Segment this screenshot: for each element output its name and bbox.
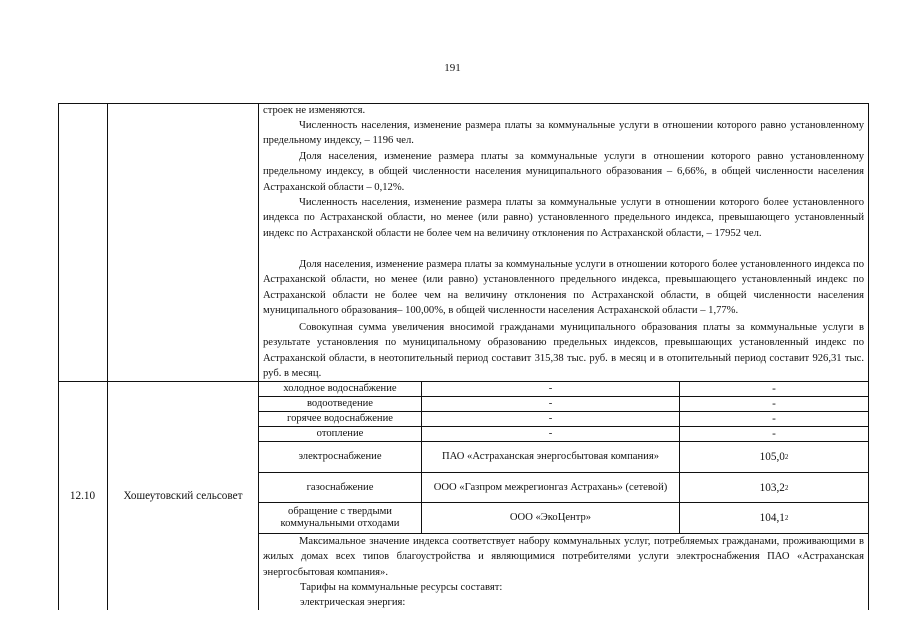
service-value-solid-waste: 104,1 2 [759, 512, 789, 524]
service-provider-heating: - [548, 428, 553, 439]
service-name-solid-waste: обращение с твердыми коммунальными отходами [280, 506, 400, 529]
paragraph-continuation: строек не изменяются. [263, 105, 366, 116]
service-provider-cold-water: - [548, 383, 553, 394]
service-provider-hot-water: - [548, 413, 553, 424]
municipality-name: Хошеутовский сельсовет [123, 490, 243, 502]
tariffs-heading: Тарифы на коммунальные ресурсы составят: [300, 582, 503, 593]
service-value-gas: 103,2 2 [759, 481, 789, 494]
service-provider-wastewater: - [548, 398, 553, 409]
service-name-cold-water: холодное водоснабжение [283, 383, 397, 394]
service-name-gas: газоснабжение [306, 481, 374, 493]
gas-index-value: 103,2 [759, 481, 785, 494]
service-value-heating: - [772, 428, 776, 440]
page-number: 191 [444, 62, 461, 74]
service-provider-solid-waste: ООО «ЭкоЦентр» [509, 512, 592, 523]
electric-energy-label: электрическая энергия: [300, 597, 406, 608]
service-name-heating: отопление [316, 428, 364, 439]
service-value-electricity: 105,0 2 [759, 451, 789, 463]
service-name-wastewater: водоотведение [306, 398, 374, 409]
service-value-cold-water: - [772, 383, 776, 395]
paragraph-population-equal: Численность населения, изменение размера платы за коммунальные услуги в отношении которого равно установленному предельному индексу, – 1196 чел. [263, 120, 864, 147]
service-provider-electricity: ПАО «Астраханская энергосбытовая компания» [441, 451, 659, 462]
paragraph-population-above: Численность населения, изменение размера платы за коммунальные услуги в отношении которого более установленного индекса по Астраханской области, но менее (или равно) установленного предельного индекса, превышающего установленный индекс по Астраханской области не более чем на величину отклонения по Астраханской области, – 17952 чел. [263, 197, 864, 239]
service-provider-gas: ООО «Газпром межрегионгаз Астрахань» (сетевой) [433, 481, 668, 493]
solid-waste-index-value: 104,1 [759, 512, 785, 524]
service-name-electricity: электроснабжение [298, 451, 382, 462]
paragraph-share-above: Доля населения, изменение размера платы за коммунальные услуги в отношении которого более установленного индекса по Астраханской области, но менее (или равно) установленного предельного индекса, превышающего установленный индекс по Астраханской области не более чем на величину отклонения по Астраханской области, в общей численности населения муниципального образования– 100,00%, в общей численности населения Астраханской области – 1,77%. [263, 259, 864, 317]
electricity-index-value: 105,0 [759, 451, 785, 463]
paragraph-max-index-note: Максимальное значение индекса соответствует набору коммунальных услуг, потребляемых гражданами, проживающими в жилых домах всех типов благоустройства и являющимися потребителями услуги электроснабжения ПАО «Астраханская энергосбытовая компания». [263, 536, 864, 578]
paragraph-share-equal: Доля населения, изменение размера платы за коммунальные услуги в отношении которого равно установленному предельному индексу, в общей численности населения муниципального образования – 6,66%, в общей численности населения Астраханской области – 0,12%. [263, 151, 864, 193]
service-value-hot-water: - [772, 413, 776, 425]
paragraph-total-increase: Совокупная сумма увеличения вносимой гражданами муниципального образования платы за коммунальные услуги в результате установления по муниципальному образованию предельных индексов, превышающих установленный индекс по Астраханской области, в неотопительный период составит 315,38 тыс. руб. в месяц и в отопительный период составит 926,31 тыс. руб. в месяц. [263, 322, 864, 380]
service-value-wastewater: - [772, 398, 776, 410]
row-number: 12.10 [69, 490, 96, 502]
service-name-hot-water: горячее водоснабжение [287, 413, 393, 424]
